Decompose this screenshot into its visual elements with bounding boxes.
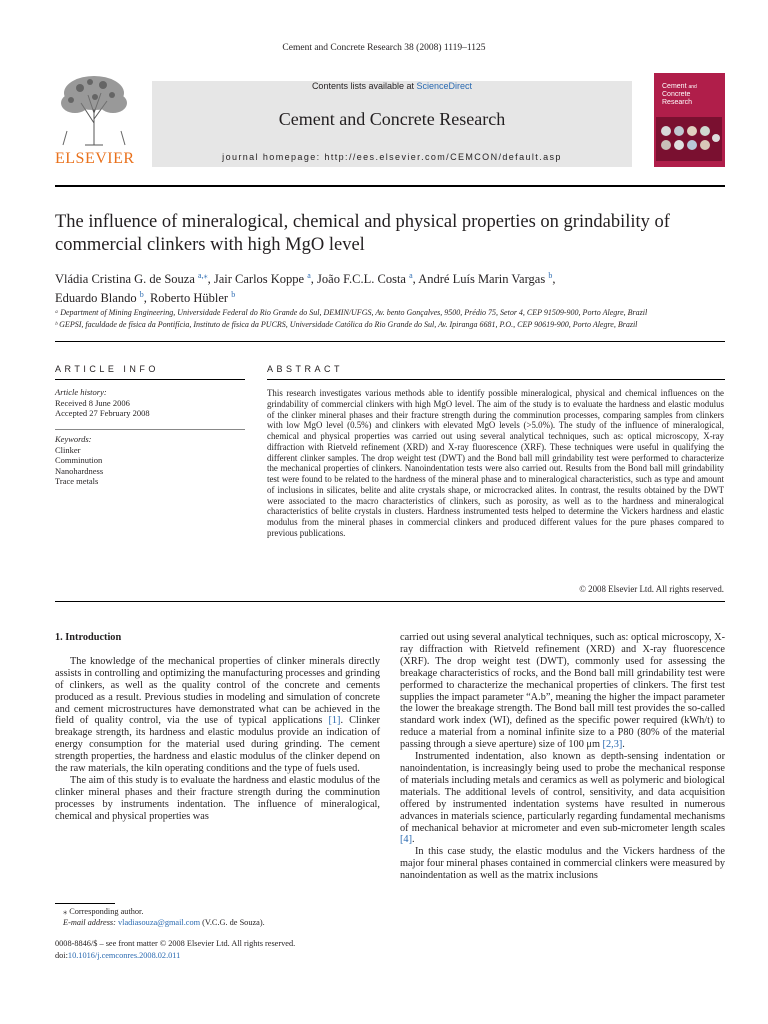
section-heading: 1. Introduction [55,632,122,643]
tree-icon [55,73,133,149]
header-rule [55,341,725,342]
keyword-item: Comminution [55,455,103,466]
article-title: The influence of mineralogical, chemical and physical properties on grindability of commercial clinkers with high MgO level [55,212,670,255]
corresponding-label: ⁎ Corresponding author. [63,907,144,916]
body-paragraph [400,751,725,846]
author-separator: , [412,272,419,287]
doi-label: doi: [55,950,68,960]
article-history [55,387,245,419]
author-name: Roberto Hübler [149,291,229,306]
contents-line [152,81,632,91]
doi-line [55,950,380,962]
received-date: Received 8 June 2006 [55,397,130,408]
paragraph-text: carried out using several analytical techniques, such as: optical microscopy, X-ray diffraction with Rietveld refinement (XRD) and X-ray fluorescence (XRF). The drop weight test (DWT), commonly used for assessing the breakage characteristics of rocks, and the Bond ball mill grindability test were performed to characterize the mechanical properties of clinkers. The first test supplies the impact parameter “A.b”, meaning the higher the impact parameter the lower the breakage strength. The Bond ball mill test provides the so-called standard work index (WI), defined as the specific power required (kWh/t) to reduce a material from a nominal infinite size to a P80 (80% of the material passing through a sieve aperture) size of 100 μm [400,632,725,751]
author-affiliation-mark[interactable]: a,⁎ [198,271,208,280]
email-line [55,918,380,929]
cover-title-line2: Concrete [662,91,691,98]
cover-title-line3: Research [662,99,692,106]
author-name: João F.C.L. Costa [317,272,406,287]
affiliation-a: ᵃ Department of Mining Engineering, Universidade Federal do Rio Grande do Sul, DEMIN/UFGS, Av. bento Gonçalves, 9500, Prédio 75, Setor 4, CEP 91509-900, Porto Alegre, Brazil [55,308,648,317]
keyword-item: Trace metals [55,476,99,487]
author-affiliation-mark[interactable]: b [548,271,553,280]
sciencedirect-link[interactable]: ScienceDirect [416,81,473,91]
cover-title [662,83,697,107]
article-info-label: ARTICLE INFO [55,364,159,374]
body-column-right [400,632,725,882]
doi-link[interactable]: 10.1016/j.cemconres.2008.02.011 [67,950,181,960]
author-email-link[interactable]: vladiasouza@gmail.com [118,917,201,927]
contents-prefix: Contents lists available at [311,81,414,91]
elsevier-logo [55,73,133,167]
cover-image [656,117,722,161]
author-name: Jair Carlos Koppe [213,272,305,287]
citation-link[interactable]: [2,3] [602,739,623,751]
journal-banner [152,81,632,167]
abstract-label: ABSTRACT [267,364,344,374]
info-divider [55,429,245,430]
journal-cover [654,73,725,167]
author-list [55,268,725,306]
keyword-item: Nanohardness [55,465,104,476]
body-paragraph: In this case study, the elastic modulus and the Vickers hardness of the major four mineral phases contained in commercial clinkers were measured by nanoindentation as well as the matrix inclusions [400,846,725,882]
cover-title-and: and [688,84,697,90]
affiliation-b: ᵇ GEPSI, faculdade de física da Pontifícia, Instituto de física da PUCRS, Universidade Católica do Rio Grande do Sul, Av. Ipiranga 6681, P.O., CEP 90619-900, Porto Alegre, Brazil [55,319,638,329]
author-name: Vládia Cristina G. de Souza [55,272,195,287]
body-paragraph: The aim of this study is to evaluate the hardness and elastic modulus of the clinker mineral phases and their fracture strength during the comminution processes by instruments indentation. The influence of mineralogical, chemical and physical properties was [55,774,380,822]
paragraph-text: . [412,834,415,846]
author-affiliation-mark[interactable]: b [139,290,144,300]
issn-line: 0008-8846/$ – see front matter © 2008 Elsevier Ltd. All rights reserved. [55,939,296,948]
author-separator: , [310,272,318,287]
paragraph-text: Instrumented indentation, also known as depth-sensing indentation or nanoindentation, is increasingly being used to probe the mechanical response of materials including metals and ceramics as well as polymeric and biological materials. The additional levels of control, sensitivity, and data acquisition offered by instrumented indentation systems have resulted in numerous advances in materials science, particularly regarding fundamental mechanisms of mechanical behavior at micrometer and even sub-micrometer length scales [400,751,725,834]
keyword-item: Clinker [55,444,81,455]
email-suffix: (V.C.G. de Souza). [202,917,265,927]
author-affiliation-mark[interactable]: a [409,271,413,280]
masthead-rule [55,185,725,187]
keywords [55,434,245,487]
author-separator: , [207,272,214,287]
front-matter [55,938,380,961]
citation-link[interactable]: [4] [400,834,413,846]
author-affiliation-mark[interactable]: a [307,271,311,280]
abstract-copyright: © 2008 Elsevier Ltd. All rights reserved. [579,584,724,594]
body-column-left [55,632,380,823]
history-heading: Article history: [55,387,107,397]
body-paragraph [55,656,380,775]
paragraph-text: The knowledge of the mechanical properties of clinker minerals directly assists in controlling and optimizing the manufacturing processes and grinding of clinkers, as well as the quality control of the concrete and cements produced as a result. Previous studies in modeling and simulation of concrete and cement microstructures have demonstrated what can be achieved in the field of quality control, via the use of typical applications [55,655,380,727]
citation-link[interactable]: [1] [328,715,341,727]
affiliations [55,307,725,330]
abstract-rule [267,379,725,380]
author-affiliation-mark[interactable]: b [231,290,236,300]
journal-masthead [55,73,725,167]
paragraph-text: . Clinker breakage strength, its hardness and elastic modulus provide an indication of energy consumption for the material used during grinding. The cement strength properties, the hardness and elastic modulus of the clinker depend on the raw materials, the kiln operating conditions and the type of fuels used. [55,715,380,775]
paragraph-text: . [622,739,625,751]
author-name: André Luís Marin Vargas [418,272,546,287]
accepted-date: Accepted 27 February 2008 [55,408,150,418]
footnote-rule [55,903,115,904]
running-head: Cement and Concrete Research 38 (2008) 1119–1125 [282,43,486,53]
email-label: E-mail address: [63,917,116,927]
cover-title-line1: Cement [662,83,687,90]
author-separator: , [143,291,150,306]
abstract-end-rule [55,601,725,602]
journal-homepage-link[interactable]: journal homepage: http://ees.elsevier.com/CEMCON/default.asp [222,152,562,162]
author-separator: , [552,272,556,287]
abstract-text: This research investigates various methods able to identify possible mineralogical, physical and chemical influences on the grindability of commercial clinkers with high MgO level. The aim of the study is to evaluate the hardness and elastic modulus of the clinker mineral phases and their fracture strength during the comminution processes, comparing samples from clinkers with low MgO level (0.5%) and clinkers with elevated MgO levels (>5.0%). The study of the influence of mineralogical, chemical and physical properties was carried out using several analytical techniques, such as: optical microscopy, X-ray diffraction with Rietveld refinement (XRD) and X-ray fluorescence (XRF). These techniques were useful in qualifying the different clinker samples. The drop weight test (DWT) and the Bond ball mill grindability test were performed to characterize the mechanical properties of clinkers. Nanoindentation tests were also carried out. Results from the Bond ball mill grindability test were found to be related to the hardness of the mineral phase and to mineralogical characteristics, such as type and amount of inclusions in silicates, belite and alite crystals shape, or microcracked alites. In contrast, the results obtained by the DWT were associated to the macro characteristics of clinkers, such as porosity, as well as to the hardness and mineralogical characteristics of belite crystals in clusters. Hardness instrumented tests helped to determine the Vickers hardness and elastic modulus from the mineral phases in commercial clinkers and produced different values for the pure phases compared to previous publications. [267,388,724,538]
keywords-heading: Keywords: [55,434,92,444]
body-paragraph [400,632,725,751]
journal-title: Cement and Concrete Research [278,109,506,129]
corresponding-author-footnote [55,907,380,928]
article-info-rule [55,379,245,380]
author-name: Eduardo Blando [55,291,137,306]
publisher-name: ELSEVIER [55,150,135,167]
